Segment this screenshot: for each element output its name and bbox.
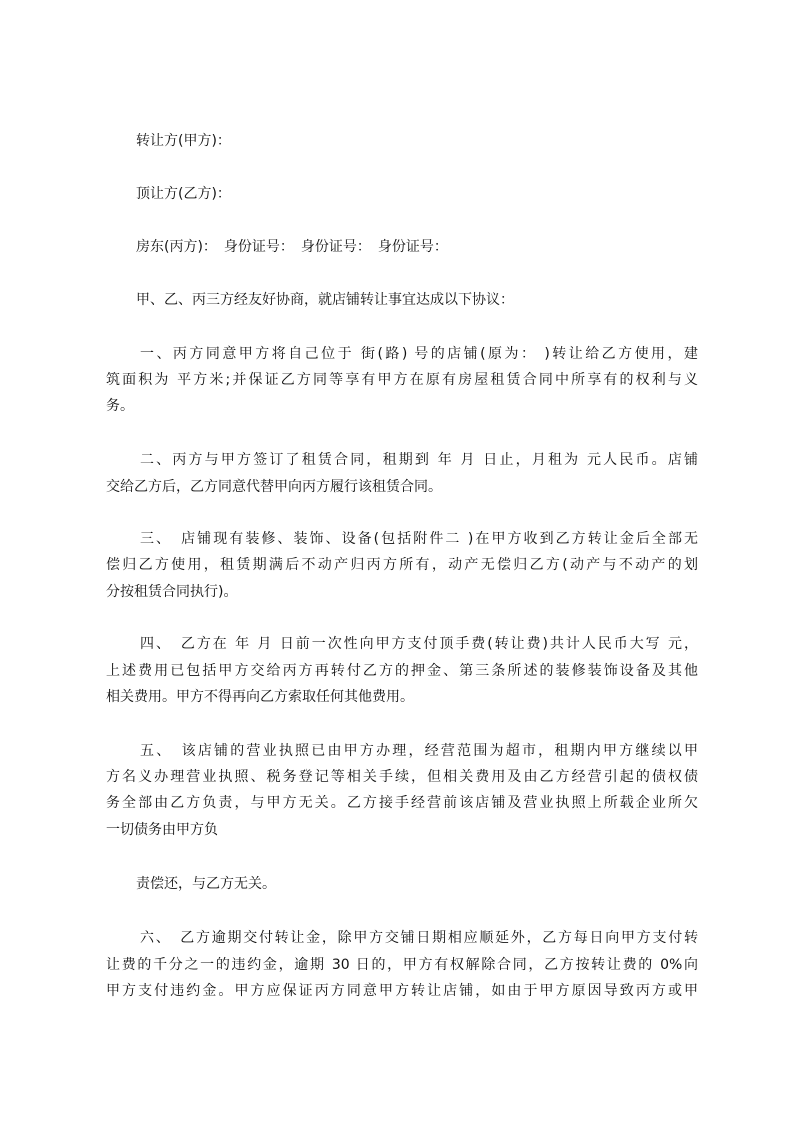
clause-1-line-2: 筑面积为 平方米;并保证乙方同等享有甲方在原有房屋租赁合同中所享有的权利与义: [106, 372, 698, 388]
clause-5-line-4: 一切债务由甲方负: [106, 822, 218, 838]
clause-1-line-1: 一、丙方同意甲方将自己位于 街(路) 号的店铺(原为： )转让给乙方使用，建: [140, 346, 698, 362]
clause-3-line-1: 三、 店铺现有装修、装饰、设备(包括附件二 )在甲方收到乙方转让金后全部无: [140, 531, 698, 547]
clause-3-line-3: 分按租赁合同执行)。: [106, 584, 238, 600]
landlord-label: 房东(丙方)： 身份证号： 身份证号： 身份证号：: [136, 239, 448, 255]
transferee-label: 顶让方(乙方)：: [136, 186, 231, 202]
clause-4-line-3: 相关费用。甲方不得再向乙方索取任何其他费用。: [106, 689, 414, 705]
clause-4-line-1: 四、 乙方在 年 月 日前一次性向甲方支付顶手费(转让费)共计人民币大写 元，: [140, 636, 698, 652]
clause-2-line-2: 交给乙方后，乙方同意代替甲向丙方履行该租赁合同。: [106, 479, 442, 495]
transferor-label: 转让方(甲方)：: [136, 133, 231, 149]
clause-2-line-1: 二、丙方与甲方签订了租赁合同，租期到 年 月 日止，月租为 元人民币。店铺: [140, 452, 698, 468]
clause-3-line-2: 偿归乙方使用，租赁期满后不动产归丙方所有，动产无偿归乙方(动产与不动产的划: [106, 557, 698, 573]
clause-1-line-3: 务。: [106, 398, 134, 414]
clause-6-line-2: 让费的千分之一的违约金，逾期 30 日的，甲方有权解除合同，乙方按转让费的 0%向: [106, 957, 698, 973]
clause-5-continuation: 责偿还，与乙方无关。: [136, 876, 276, 892]
clause-5-line-2: 方名义办理营业执照、税务登记等相关手续，但相关费用及由乙方经营引起的债权债: [106, 769, 698, 785]
clause-5-line-3: 务全部由乙方负责，与甲方无关。乙方接手经营前该店铺及营业执照上所载企业所欠: [106, 795, 698, 811]
clause-6-line-1: 六、 乙方逾期交付转让金，除甲方交铺日期相应顺延外，乙方每日向甲方支付转: [140, 930, 698, 946]
clause-6-line-3: 甲方支付违约金。甲方应保证丙方同意甲方转让店铺，如由于甲方原因导致丙方或甲: [106, 983, 698, 999]
clause-5-line-1: 五、 该店铺的营业执照已由甲方办理，经营范围为超市，租期内甲方继续以甲: [140, 743, 698, 759]
intro-paragraph: 甲、乙、丙三方经友好协商，就店铺转让事宜达成以下协议：: [136, 292, 514, 308]
clause-4-line-2: 上述费用已包括甲方交给丙方再转付乙方的押金、第三条所述的装修装饰设备及其他: [106, 663, 698, 679]
